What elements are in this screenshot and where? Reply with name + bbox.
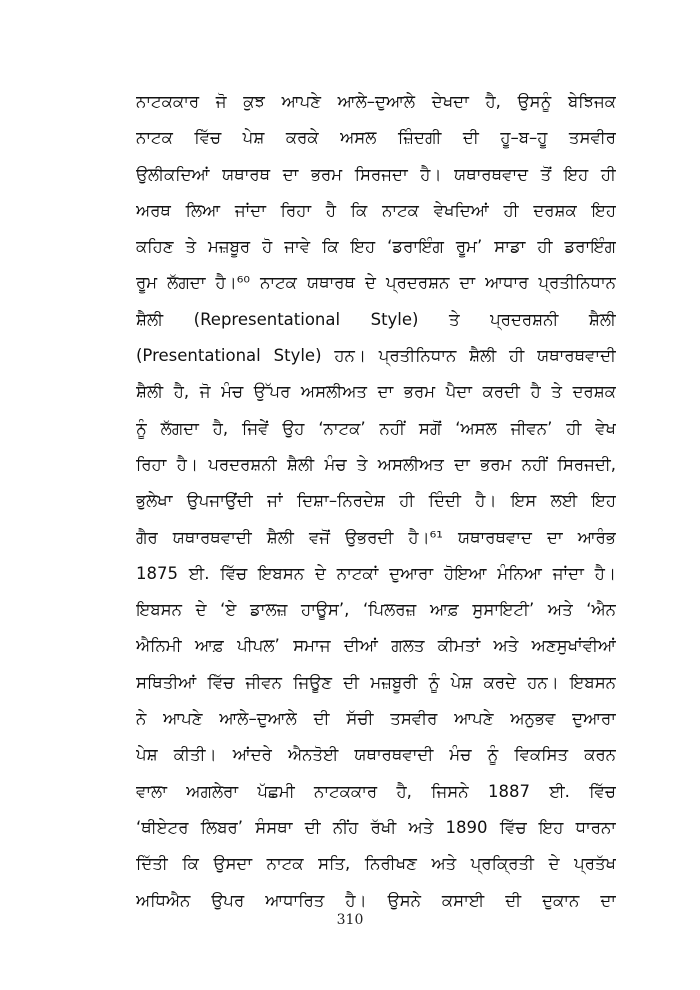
text-line: ਉਲੀਕਦਿਆਂ ਯਥਾਰਥ ਦਾ ਭਰਮ ਸਿਰਜਦਾ ਹੈ। ਯਥਾਰਥਵਾਦ ਤੋਂ ਇਹ ਹੀ — [136, 164, 616, 184]
page-number: 310 — [336, 912, 364, 928]
text-line: ਗੈਰ ਯਥਾਰਥਵਾਦੀ ਸ਼ੈਲੀ ਵਜੋਂ ਉਭਰਦੀ ਹੈ।⁶¹ ਯਥਾਰਥਵਾਦ ਦਾ ਆਰੰਭ — [136, 527, 616, 547]
text-line: (Presentational Style) ਹਨ। ਪ੍ਰਤੀਨਿਧਾਨ ਸ਼ੈਲੀ ਹੀ ਯਥਾਰਥਵਾਦੀ — [136, 346, 616, 366]
text-line: ਦਿੱਤੀ ਕਿ ਉਸਦਾ ਨਾਟਕ ਸਤਿ, ਨਿਰੀਖਣ ਅਤੇ ਪ੍ਰਕ੍ਰਿਤੀ ਦੇ ਪ੍ਰਤੱਖ — [136, 854, 616, 874]
text-line: ਕਹਿਣ ਤੇ ਮਜ਼ਬੂਰ ਹੋ ਜਾਵੇ ਕਿ ਇਹ ‘ਡਰਾਇੰਗ ਰੂਮ’ ਸਾਡਾ ਹੀ ਡਰਾਇੰਗ — [136, 237, 616, 257]
text-line: ਸਥਿਤੀਆਂ ਵਿੱਚ ਜੀਵਨ ਜਿਊਣ ਦੀ ਮਜ਼ਬੂਰੀ ਨੂੰ ਪੇਸ਼ ਕਰਦੇ ਹਨ। ਇਬਸਨ — [136, 672, 616, 692]
text-line: ਨਾਟਕ ਵਿੱਚ ਪੇਸ਼ ਕਰਕੇ ਅਸਲ ਜ਼ਿੰਦਗੀ ਦੀ ਹੂ–ਬ–ਹੂ ਤਸਵੀਰ — [136, 128, 616, 148]
text-line: ਰੂਮ ਲੱਗਦਾ ਹੈ।⁶⁰ ਨਾਟਕ ਯਥਾਰਥ ਦੇ ਪ੍ਰਦਰਸ਼ਨ ਦਾ ਆਧਾਰ ਪ੍ਰਤੀਨਿਧਾਨ — [136, 273, 616, 293]
text-line: ਸ਼ੈਲੀ ਹੈ, ਜੋ ਮੰਚ ਉੱਪਰ ਅਸਲੀਅਤ ਦਾ ਭਰਮ ਪੈਦਾ ਕਰਦੀ ਹੈ ਤੇ ਦਰਸ਼ਕ — [136, 382, 616, 402]
text-line: ਵਾਲਾ ਅਗਲੇਰਾ ਪੱਛਮੀ ਨਾਟਕਕਾਰ ਹੈ, ਜਿਸਨੇ 1887 ਈ. ਵਿੱਚ — [136, 781, 616, 801]
text-line: ਐਨਿਮੀ ਆਫ਼ ਪੀਪਲ’ ਸਮਾਜ ਦੀਆਂ ਗਲਤ ਕੀਮਤਾਂ ਅਤੇ ਅਣਸੁਖਾਂਵੀਆਂ — [136, 636, 616, 656]
text-line: ਅਧਿਐਨ ਉਪਰ ਆਧਾਰਿਤ ਹੈ। ਉਸਨੇ ਕਸਾਈ ਦੀ ਦੁਕਾਨ ਦਾ — [136, 890, 616, 910]
text-line: ਨੂੰ ਲੱਗਦਾ ਹੈ, ਜਿਵੇਂ ਉਹ ‘ਨਾਟਕ’ ਨਹੀਂ ਸਗੋਂ ‘ਅਸਲ ਜੀਵਨ’ ਹੀ ਵੇਖ — [136, 418, 616, 438]
text-line: ਇਬਸਨ ਦੇ ‘ਏ ਡਾਲਜ਼ ਹਾਊਸ’, ‘ਪਿਲਰਜ਼ ਆਫ਼ ਸੁਸਾਇਟੀ’ ਅਤੇ ‘ਐਨ — [136, 600, 616, 620]
text-line: ਨਾਟਕਕਾਰ ਜੋ ਕੁਝ ਆਪਣੇ ਆਲੇ–ਦੁਆਲੇ ਦੇਖਦਾ ਹੈ, ਉਸਨੂੰ ਬੇਝਿਜਕ — [136, 92, 616, 111]
text-line: ਨੇ ਆਪਣੇ ਆਲੇ–ਦੁਆਲੇ ਦੀ ਸੱਚੀ ਤਸਵੀਰ ਆਪਣੇ ਅਨੁਭਵ ਦੁਆਰਾ — [136, 709, 616, 729]
text-line: ‘ਥੀਏਟਰ ਲਿਬਰ’ ਸੰਸਥਾ ਦੀ ਨੀਂਹ ਰੱਖੀ ਅਤੇ 1890 ਵਿੱਚ ਇਹ ਧਾਰਨਾ — [136, 817, 616, 837]
body-paragraph — [136, 84, 616, 919]
text-line: ਰਿਹਾ ਹੈ। ਪਰਦਰਸ਼ਨੀ ਸ਼ੈਲੀ ਮੰਚ ਤੇ ਅਸਲੀਅਤ ਦਾ ਭਰਮ ਨਹੀਂ ਸਿਰਜਦੀ, — [136, 454, 616, 474]
text-line: ਸ਼ੈਲੀ (Representational Style) ਤੇ ਪ੍ਰਦਰਸ਼ਨੀ ਸ਼ੈਲੀ — [136, 309, 616, 329]
text-line: ਭੁਲੇਖਾ ਉਪਜਾਉਂਦੀ ਜਾਂ ਦਿਸ਼ਾ–ਨਿਰਦੇਸ਼ ਹੀ ਦਿੰਦੀ ਹੈ। ਇਸ ਲਈ ਇਹ — [136, 491, 616, 511]
text-line: ਪੇਸ਼ ਕੀਤੀ। ਆਂਦਰੇ ਐਨਤੋਈ ਯਥਾਰਥਵਾਦੀ ਮੰਚ ਨੂੰ ਵਿਕਸਿਤ ਕਰਨ — [136, 745, 616, 765]
text-line: ਅਰਥ ਲਿਆ ਜਾਂਦਾ ਰਿਹਾ ਹੈ ਕਿ ਨਾਟਕ ਵੇਖਦਿਆਂ ਹੀ ਦਰਸ਼ਕ ਇਹ — [136, 200, 616, 220]
text-line: 1875 ਈ. ਵਿੱਚ ਇਬਸਨ ਦੇ ਨਾਟਕਾਂ ਦੁਆਰਾ ਹੋਇਆ ਮੰਨਿਆ ਜਾਂਦਾ ਹੈ। — [136, 563, 616, 583]
